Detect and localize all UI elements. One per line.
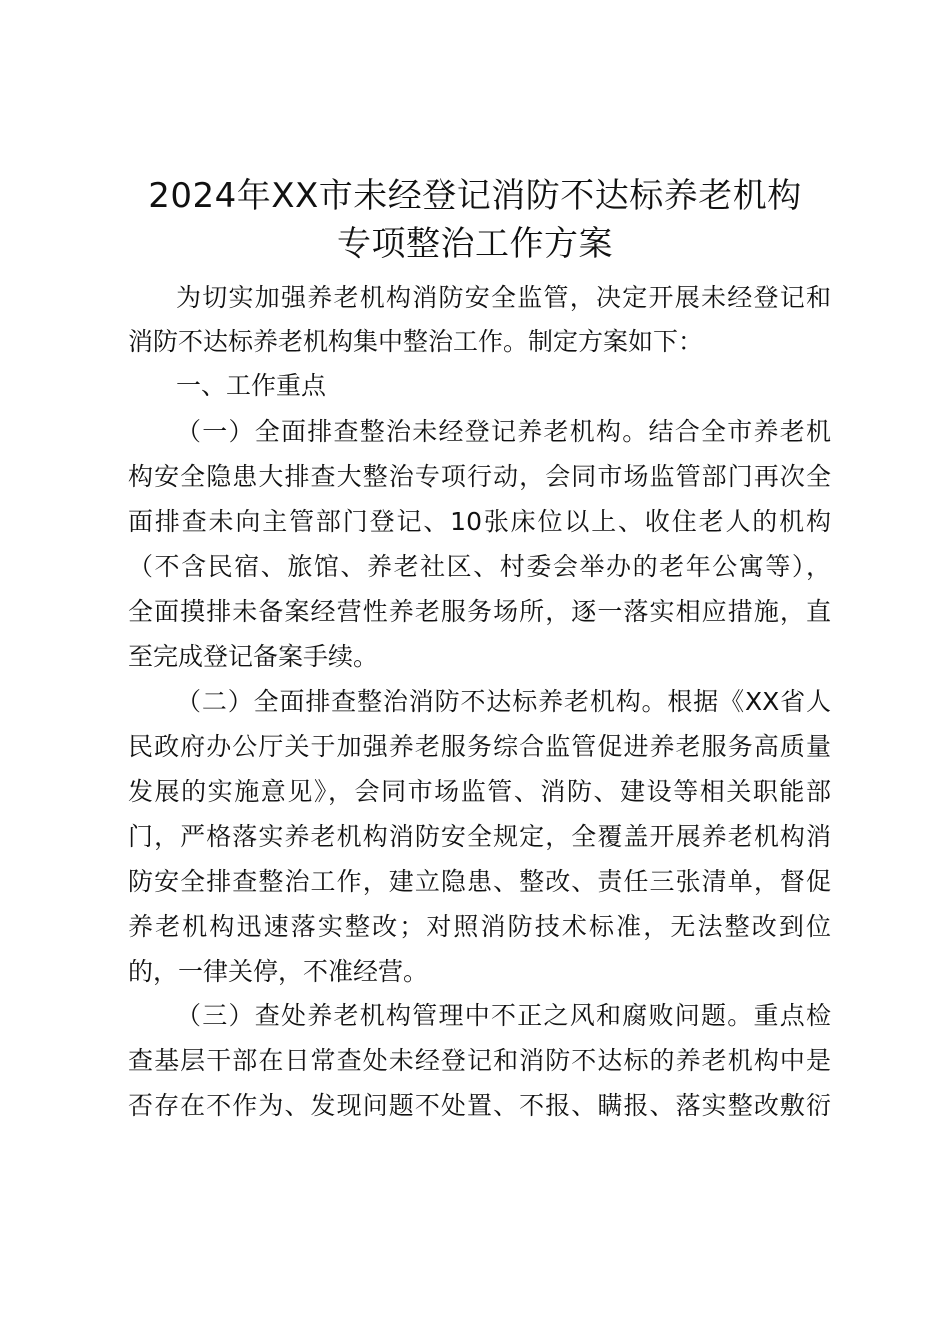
paragraph-line: 门，严格落实养老机构消防安全规定，全覆盖开展养老机构消 [128,822,831,851]
section-heading: 一、工作重点 [176,371,327,400]
document-title-line1: 2024年XX市未经登记消防不达标养老机构 [148,176,802,216]
paragraph-line: 养老机构迅速落实整改；对照消防技术标准，无法整改到位 [128,912,831,941]
paragraph-line: 全面摸排未备案经营性养老服务场所，逐一落实相应措施，直 [128,597,831,626]
paragraph-line: 发展的实施意见》，会同市场监管、消防、建设等相关职能部 [128,777,831,806]
paragraph-line: 防安全排查整治工作，建立隐患、整改、责任三张清单，督促 [128,867,831,896]
paragraph-line: 面排查未向主管部门登记、10张床位以上、收住老人的机构 [128,507,831,536]
intro-line: 消防不达标养老机构集中整治工作。制定方案如下： [128,327,704,356]
intro-line: 为切实加强养老机构消防安全监管，决定开展未经登记和 [176,283,831,312]
paragraph-line: 构安全隐患大排查大整治专项行动，会同市场监管部门再次全 [128,462,831,491]
paragraph-line: （二）全面排查整治消防不达标养老机构。根据《XX省人 [176,687,831,716]
paragraph-line: （三）查处养老机构管理中不正之风和腐败问题。重点检 [176,1001,831,1030]
paragraph-line: （不含民宿、旅馆、养老社区、村委会举办的老年公寓等）， [128,552,831,581]
document-title-line2: 专项整治工作方案 [337,224,613,264]
paragraph-line: 查基层干部在日常查处未经登记和消防不达标的养老机构中是 [128,1046,831,1075]
paragraph-line: 至完成登记备案手续。 [128,642,379,671]
paragraph-line: 的，一律关停，不准经营。 [128,957,429,986]
paragraph-line: （一）全面排查整治未经登记养老机构。结合全市养老机 [176,417,831,446]
paragraph-line: 否存在不作为、发现问题不处置、不报、瞒报、落实整改敷衍 [128,1091,831,1120]
paragraph-line: 民政府办公厅关于加强养老服务综合监管促进养老服务高质量 [128,732,831,761]
